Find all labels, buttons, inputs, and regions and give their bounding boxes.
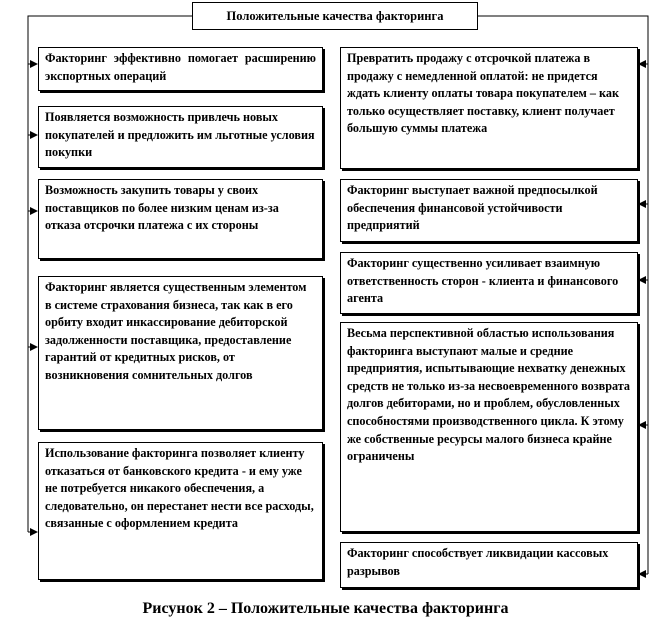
right-box-5: Факторинг способствует ликвидации кассовых разрывов bbox=[340, 542, 638, 588]
left-box-4: Факторинг является существенным элементом в системе страхования бизнеса, так как в его орбиту входит инкассирование дебиторской задолженности поставщика, предоставление гарантий от кредитных рисков, от возникновения сомнительных долгов bbox=[38, 276, 323, 430]
left-box-2: Появляется возможность привлечь новых покупателей и предложить им льготные условия покупки bbox=[38, 106, 323, 168]
left-box-1: Факторинг эффективно помогает расширению экспортных операций bbox=[38, 47, 323, 91]
figure-caption: Рисунок 2 – Положительные качества факторинга bbox=[142, 600, 509, 617]
right-box-1: Превратить продажу с отсрочкой платежа в продажу с немедленной оплатой: не придется ждать клиенту оплаты товара покупателем – как только осуществляет поставку, клиент получает большую суммы платежа bbox=[340, 47, 638, 169]
left-box-3: Возможность закупить товары у своих поставщиков по более низким ценам из-за отказа отсрочки платежа с их стороны bbox=[38, 179, 323, 259]
diagram-title: Положительные качества факторинга bbox=[192, 2, 478, 30]
left-box-5: Использование факторинга позволяет клиенту отказаться от банковского кредита - и ему уже не потребуется никакого обеспечения, а следовательно, он перестанет нести все расходы, связанные с оформлением кредита bbox=[38, 442, 323, 580]
right-box-4: Весьма перспективной областью использования факторинга выступают малые и средние предприятия, испытывающие нехватку денежных средств не только из-за несвоевременного возврата долгов дебиторами, но и проблем, обусловленных способностями производственного цикла. К этому же собственные ресурсы малого бизнеса крайне ограничены bbox=[340, 322, 638, 532]
right-box-3: Факторинг существенно усиливает взаимную ответственность сторон - клиента и финансового агента bbox=[340, 252, 638, 314]
right-box-2: Факторинг выступает важной предпосылкой обеспечения финансовой устойчивости предприятий bbox=[340, 179, 638, 242]
